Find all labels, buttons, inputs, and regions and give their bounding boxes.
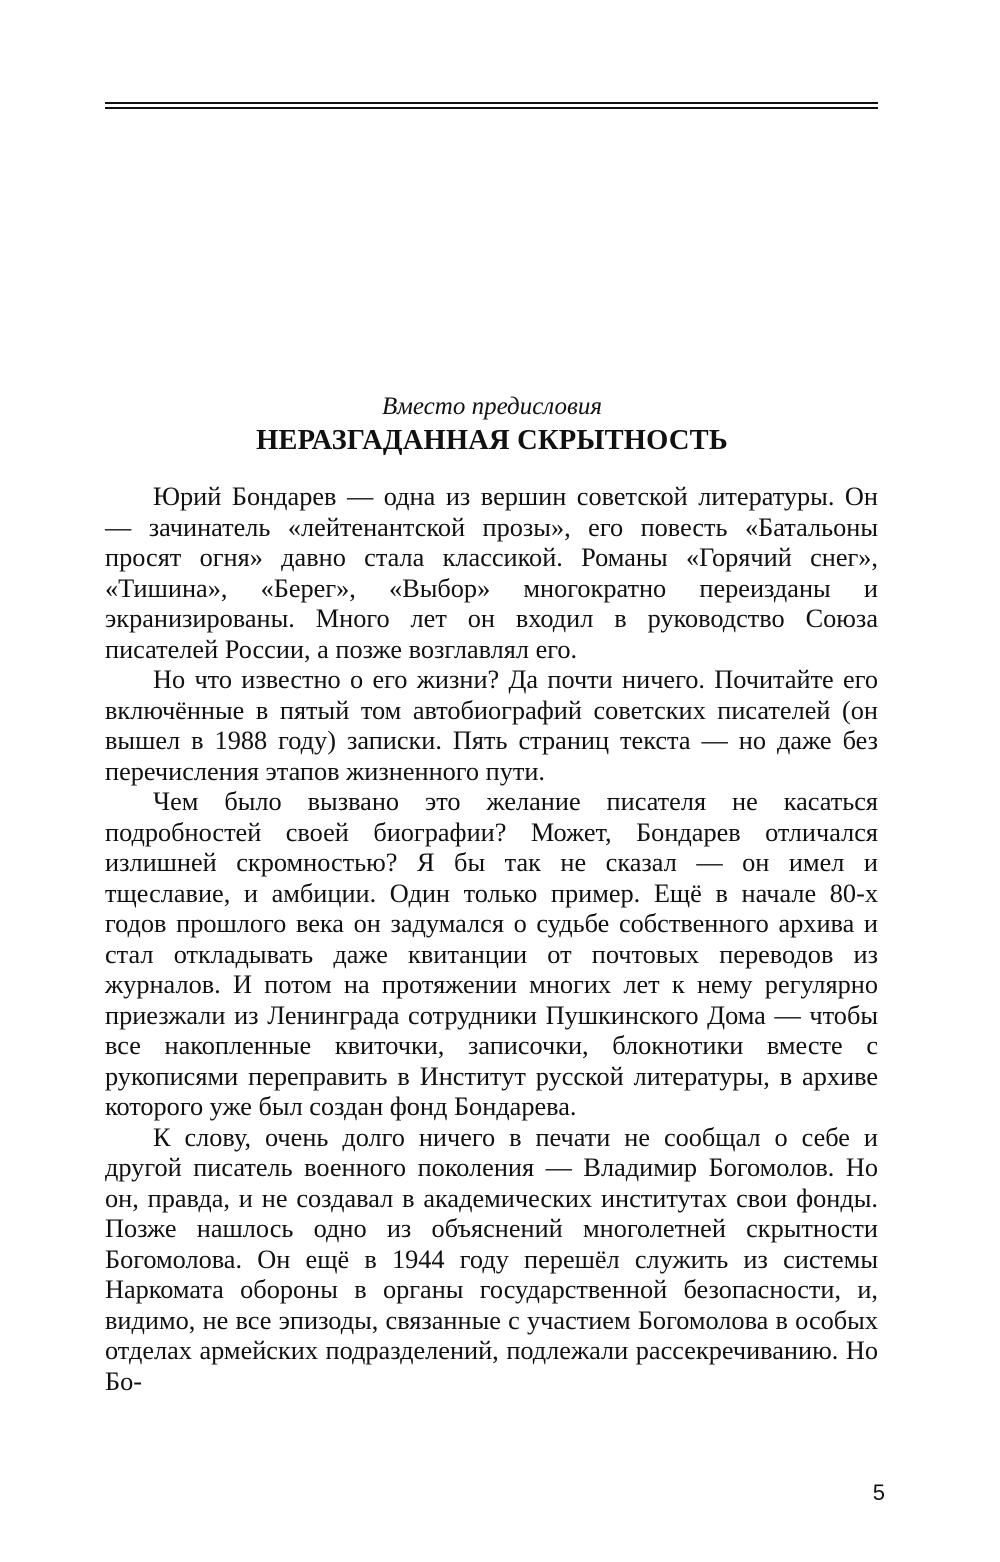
page-title: НЕРАЗГАДАННАЯ СКРЫТНОСТЬ xyxy=(256,425,728,456)
page-number: 5 xyxy=(872,1480,885,1505)
paragraph-2: Но что известно о его жизни? Да почти ничего. Почитайте его включённые в пятый том автобиографий советских писателей (он вышел в 1988 году) записки. Пять страниц текста — но даже без перечисления этапов жизненного пути. xyxy=(105,665,878,786)
paragraph-1: Юрий Бондарев — одна из вершин советской литературы. Он — зачинатель «лейтенантской прозы», его повесть «Батальоны просят огня» давно стала классикой. Романы «Горячий снег», «Тишина», «Берег», «Выбор» многократно переизданы и экранизированы. Много лет он входил в руководство Союза писателей России, а позже возглавлял его. xyxy=(105,482,878,664)
header-rule-bottom xyxy=(105,107,878,109)
paragraph-4: К слову, очень долго ничего в печати не сообщал о себе и другой писатель военного поколения — Владимир Богомолов. Но он, правда, и не создавал в академических институтах свои фонды. Позже нашлось одно из объяснений многолетней скрытности Богомолова. Он ещё в 1944 году перешёл служить из системы Наркомата обороны в органы государственной безопасности, и, видимо, не все эпизоды, связанные с участием Богомолова в особых отделах армейских подразделений, подлежали рассекречиванию. Но Бо- xyxy=(105,1122,878,1396)
paragraph-3: Чем было вызвано это желание писателя не касаться подробностей своей биографии? Может, Бондарев отличался излишней скромностью? Я бы так не сказал — он имел и тщеславие, и амбиции. Один только пример. Ещё в начале 80-х годов прошлого века он задумался о судьбе собственного архива и стал откладывать даже квитанции от почтовых переводов из журналов. И потом на протяжении многих лет к нему регулярно приезжали из Ленинграда сотрудники Пушкинского Дома — чтобы все накопленные квиточки, записочки, блокнотики вместе с рукописями переправить в Институт русской литературы, в архиве которого уже был создан фонд Бондарева. xyxy=(105,787,878,1121)
body-text xyxy=(105,482,878,1397)
header-rule-top xyxy=(105,102,878,104)
section-subtitle: Вместо предисловия xyxy=(382,393,602,420)
